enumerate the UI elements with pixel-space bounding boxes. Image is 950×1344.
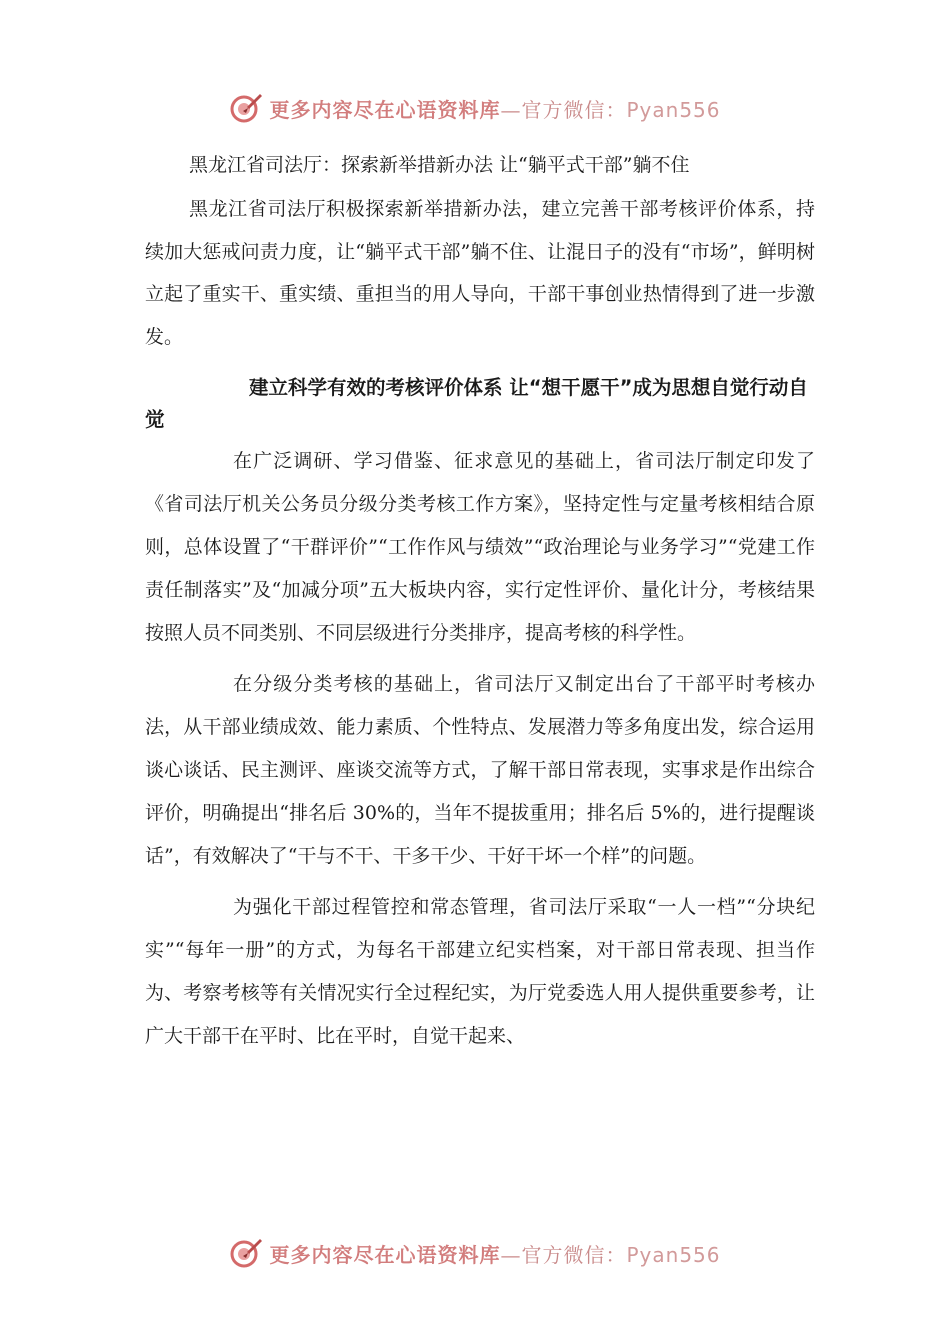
footer-wechat-label: 官方微信： — [521, 1242, 627, 1267]
quill-pen-logo-icon — [229, 1236, 263, 1270]
header-banner — [0, 88, 950, 128]
footer-banner — [0, 1233, 950, 1273]
header-wechat-id: Pyan556 — [626, 97, 721, 122]
footer-wechat-id: Pyan556 — [626, 1242, 721, 1267]
header-brand-text: 更多内容尽在心语资料库 — [269, 97, 501, 122]
paragraph-gap — [145, 878, 815, 886]
header-banner-inner — [229, 91, 720, 125]
section-heading: 建立科学有效的考核评价体系 让“想干愿干”成为思想自觉行动自觉 — [145, 376, 808, 431]
intro-paragraph: 黑龙江省司法厅积极探索新举措新办法，建立完善干部考核评价体系，持续加大惩戒问责力度，让“躺平式干部”躺不住、让混日子的没有“市场”，鲜明树立起了重实干、重实绩、重担当的用人导向，干部干事创业热情得到了进一步激发。 — [145, 198, 815, 348]
footer-banner-inner — [229, 1236, 720, 1270]
quill-pen-logo-icon — [229, 91, 263, 125]
body-paragraph-2: 在分级分类考核的基础上，省司法厅又制定出台了干部平时考核办法，从干部业绩成效、能力素质、个性特点、发展潜力等多角度出发，综合运用谈心谈话、民主测评、座谈交流等方式，了解干部日常表现，实事求是作出综合评价，明确提出“排名后 30%的，当年不提拔重用；排名后 5%的，进行提醒谈话”，有效解决了“干与不干、干多干少、干好干坏一个样”的问题。 — [145, 673, 815, 867]
body-paragraph-3: 为强化干部过程管控和常态管理，省司法厅采取“一人一档”“分块纪实”“每年一册”的方式，为每名干部建立纪实档案，对干部日常表现、担当作为、考察考核等有关情况实行全过程纪实，为厅党委选人用人提供重要参考，让广大干部干在平时、比在平时，自觉干起来、 — [145, 896, 815, 1047]
footer-dash: — — [500, 1242, 522, 1267]
footer-banner-text — [269, 1239, 720, 1268]
header-dash: — — [500, 97, 522, 122]
body-paragraph-1: 在广泛调研、学习借鉴、征求意见的基础上，省司法厅制定印发了《省司法厅机关公务员分级分类考核工作方案》，坚持定性与定量考核相结合原则，总体设置了“干群评价”“工作作风与绩效”“政治理论与业务学习”“党建工作责任制落实”及“加减分项”五大板块内容，实行定性评价、量化计分，考核结果按照人员不同类别、不同层级进行分类排序，提高考核的科学性。 — [145, 450, 815, 644]
header-banner-text — [269, 94, 720, 123]
footer-brand-text: 更多内容尽在心语资料库 — [269, 1242, 501, 1267]
header-wechat-label: 官方微信： — [521, 97, 627, 122]
article-body — [145, 150, 815, 1058]
paragraph-gap — [145, 655, 815, 663]
article-title: 黑龙江省司法厅：探索新举措新办法 让“躺平式干部”躺不住 — [189, 154, 690, 176]
